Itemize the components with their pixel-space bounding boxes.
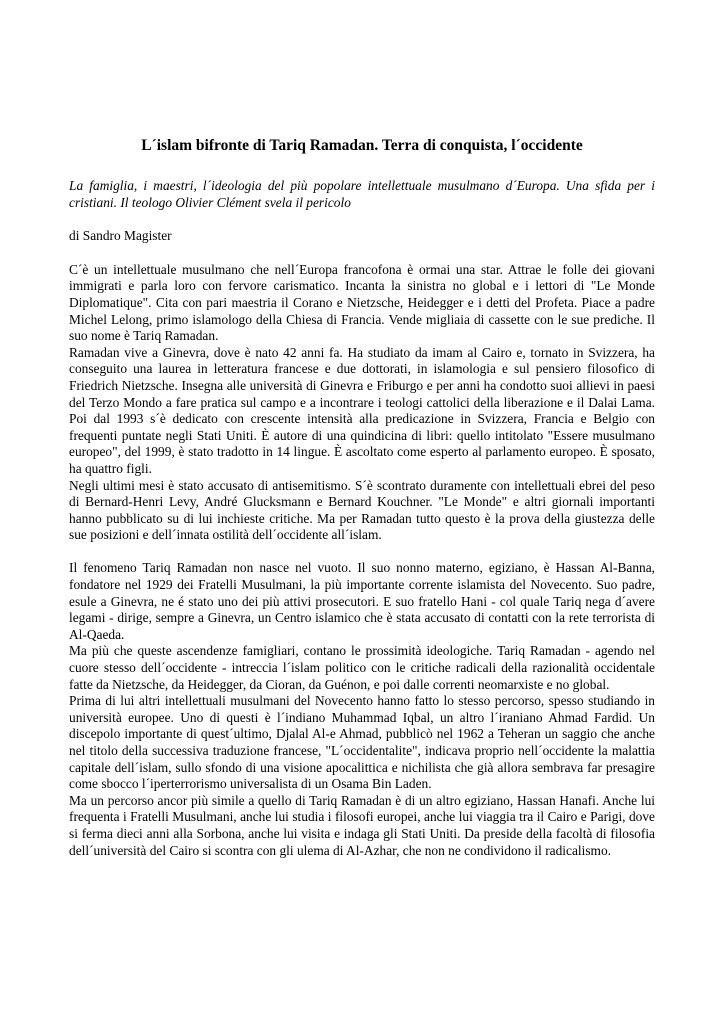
paragraph: Negli ultimi mesi è stato accusato di antisemitismo. S´è scontrato duramente con intellettuali ebrei del peso di Bernard-Henri Levy, André Glucksmann e Bernard Kouchner. "Le Monde" e altri giornali importanti hanno pubblicato su di lui inchieste critiche. Ma per Ramadan tutto questo è la prova della giustezza delle sue posizioni e dell´innata ostilità dell´occidente all´islam.	[69, 477, 655, 543]
paragraph-gap	[69, 544, 655, 561]
article-title: L´islam bifronte di Tariq Ramadan. Terra di conquista, l´occidente	[141, 137, 583, 154]
document-page	[69, 136, 655, 859]
paragraph: Ma un percorso ancor più simile a quello di Tariq Ramadan è di un altro egiziano, Hassan Hanafi. Anche lui frequenta i Fratelli Musulmani, anche lui studia i filosofi europei, anche lui viaggia tra il Cairo e Parigi, dove si ferma dieci anni alla Sorbona, anche lui visita e indaga gli Stati Uniti. Da preside della facoltà di filosofia dell´università del Cairo si scontra con gli ulema di Al-Azhar, che non ne condividono il radicalismo.	[69, 792, 655, 858]
paragraph: Il fenomeno Tariq Ramadan non nasce nel vuoto. Il suo nonno materno, egiziano, è Hassan Al-Banna, fondatore nel 1929 dei Fratelli Musulmani, la più importante corrente islamista del Novecento. Suo padre, esule a Ginevra, ne é stato uno dei più attivi prosecutori. E suo fratello Hani - col quale Tariq nega d´avere legami - dirige, sempre a Ginevra, un Centro islamico che è stata accusato di contatti con la rete terrorista di Al-Qaeda.	[69, 560, 655, 642]
paragraph: Ramadan vive a Ginevra, dove è nato 42 anni fa. Ha studiato da imam al Cairo e, tornato in Svizzera, ha conseguito una laurea in letteratura francese e due dottorati, in islamologia e sul pensiero filosofico di Friedrich Nietzsche. Insegna alle università di Ginevra e Friburgo e per anni ha condotto suoi allievi in paesi del Terzo Mondo a fare pratica sul campo e a incontrare i teologi cattolici della liberazione e il Dalai Lama. Poi dal 1993 s´è dedicato con crescente intensità alla predicazione in Svizzera, Francia e Belgio con frequenti puntate negli Stati Uniti. È autore di una quindicina di libri: quello intitolato "Essere musulmano europeo", del 1999, è stato tradotto in 14 lingue. È ascoltato come esperto al parlamento europeo. È sposato, ha quattro figli.	[69, 344, 655, 476]
paragraph: Prima di lui altri intellettuali musulmani del Novecento hanno fatto lo stesso percorso, spesso studiando in università europee. Uno di questi è l´indiano Muhammad Iqbal, un altro l´iraniano Ahmad Fardid. Un discepolo importante di quest´ultimo, Djalal Al-e Ahmad, pubblicò nel 1962 a Teheran un saggio che anche nel titolo della successiva traduzione francese, "L´occidentalite", indicava proprio nell´occidente la malattia capitale dell´islam, sullo sfondo di una visione apocalittica e nichilista che già allora sembrava far presagire come sbocco l´iperterrorismo universalista di un Osama Bin Laden.	[69, 693, 655, 792]
paragraph: C´è un intellettuale musulmano che nell´Europa francofona è ormai una star. Attrae le folle dei giovani immigrati e parla loro con fervore carismatico. Incanta la sinistra no global e i lettori di "Le Monde Diplomatique". Cita con pari maestria il Corano e Nietzsche, Heidegger e i detti del Profeta. Piace a padre Michel Lelong, primo islamologo della Chiesa di Francia. Vende migliaia di cassette con le sue prediche. Il suo nome è Tariq Ramadan.	[69, 261, 655, 344]
article-author: di Sandro Magister	[69, 228, 172, 244]
article-subtitle: La famiglia, i maestri, l´ideologia del più popolare intellettuale musulmano d´Europa. Una sfida per i cristiani. Il teologo Olivier Clément svela il pericolo	[69, 178, 655, 210]
paragraph: Ma più che queste ascendenze famigliari, contano le prossimità ideologiche. Tariq Ramadan - agendo nel cuore stesso dell´occidente - intreccia l´islam politico con le critiche radicali della razionalità occidentale fatte da Nietzsche, da Heidegger, da Cioran, da Guénon, e poi dalle correnti neomarxiste e no global.	[69, 643, 655, 692]
